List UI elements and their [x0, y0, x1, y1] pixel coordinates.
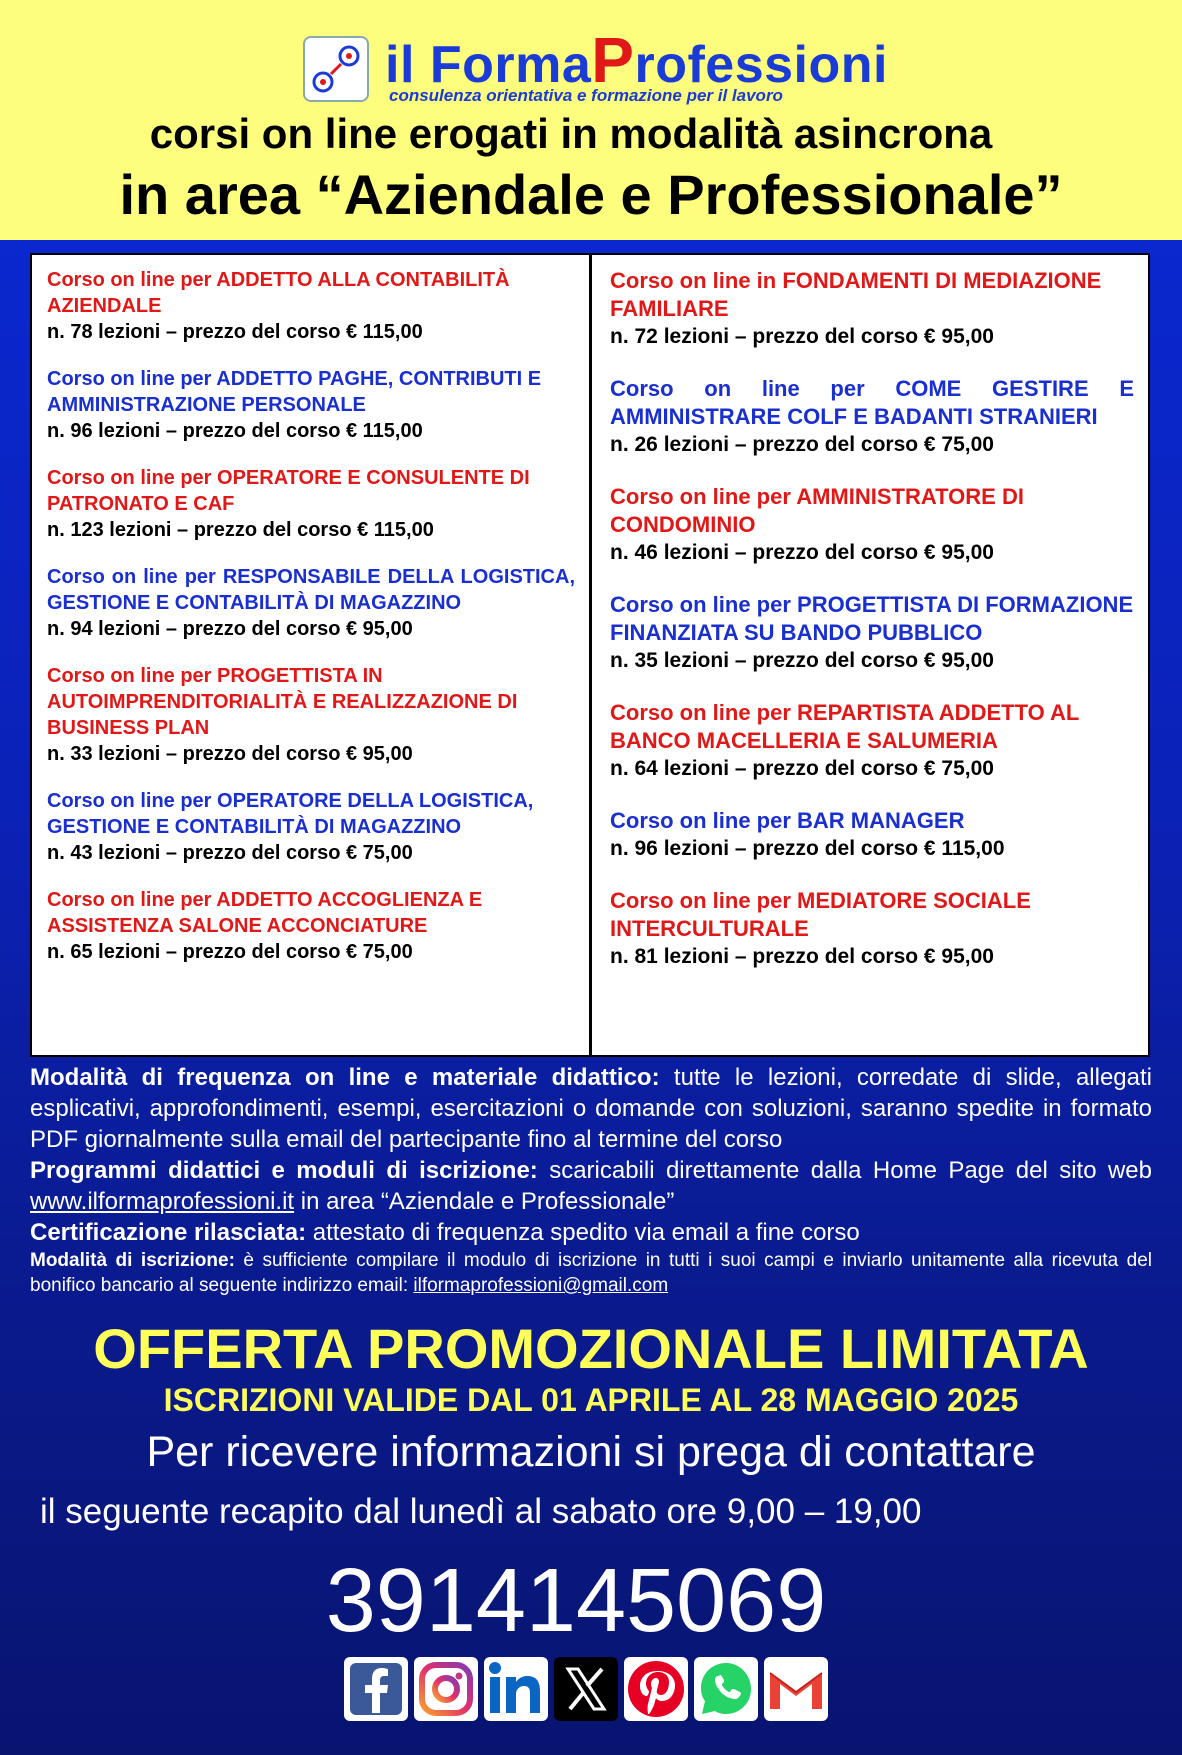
info-iscrizione: Modalità di iscrizione: è sufficiente compilare il modulo di iscrizione in tutti i suoi campi e inviarlo unitamente alla ricevuta del bonifico bancario al seguente indirizzo email: ilformaprofessioni@gmail.com	[30, 1250, 1152, 1296]
promo-dates: ISCRIZIONI VALIDE DAL 01 APRILE AL 28 MAGGIO 2025	[163, 1382, 1019, 1418]
course-item	[610, 375, 1134, 459]
course-meta: n. 43 lezioni – prezzo del corso € 75,00	[47, 842, 413, 864]
logo-tagline: consulenza orientativa e formazione per il lavoro	[389, 86, 783, 105]
course-item	[610, 887, 1134, 971]
course-item	[47, 465, 575, 543]
info-frequenza: Modalità di frequenza on line e materiale didattico: tutte le lezioni, corredate di slide, allegati esplicativi, approfondimenti, esempi, esercitazioni o domande con soluzioni, saranno spedite in formato PDF giornalmente sulla email del partecipante fino al termine del corso	[30, 1064, 1152, 1153]
course-item	[47, 887, 575, 965]
course-meta: n. 26 lezioni – prezzo del corso € 75,00	[610, 433, 994, 456]
linkedin-icon[interactable]	[484, 1657, 548, 1721]
course-meta: n. 96 lezioni – prezzo del corso € 115,00	[47, 420, 423, 442]
logo-mark-icon	[303, 36, 369, 102]
info-section	[30, 1062, 1152, 1298]
course-name: Corso on line per ADDETTO PAGHE, CONTRIBUTI E AMMINISTRAZIONE PERSONALE	[47, 368, 542, 416]
facebook-icon[interactable]	[344, 1657, 408, 1721]
course-meta: n. 64 lezioni – prezzo del corso € 75,00	[610, 757, 994, 780]
page-subtitle: in area “Aziendale e Professionale”	[119, 163, 1063, 226]
info-programmi: Programmi didattici e moduli di iscrizione: scaricabili direttamente dalla Home Page del sito web www.ilformaprofessioni.it in area “Aziendale e Professionale”	[30, 1157, 1152, 1215]
course-item	[47, 366, 575, 444]
phone-number[interactable]: 3914145069	[325, 1551, 827, 1651]
contact-line-2: il seguente recapito dal lunedì al sabato ore 9,00 – 19,00	[40, 1492, 922, 1531]
page-title: corsi on line erogati in modalità asincrona	[149, 110, 993, 157]
course-item	[47, 267, 575, 345]
logo	[303, 12, 888, 105]
course-meta: n. 72 lezioni – prezzo del corso € 95,00	[610, 325, 994, 348]
course-item	[47, 564, 575, 642]
email-link[interactable]: ilformaprofessioni@gmail.com	[413, 1275, 669, 1296]
course-name: Corso on line per COME GESTIRE E AMMINISTRARE COLF E BADANTI STRANIERI	[610, 376, 1134, 429]
course-meta: n. 78 lezioni – prezzo del corso € 115,00	[47, 321, 423, 343]
course-item	[610, 807, 1134, 863]
pinterest-icon[interactable]	[624, 1657, 688, 1721]
contact-line-1: Per ricevere informazioni si prega di contattare	[146, 1428, 1036, 1476]
info-certificazione: Certificazione rilasciata: attestato di frequenza spedito via email a fine corso	[30, 1219, 860, 1246]
course-meta: n. 94 lezioni – prezzo del corso € 95,00	[47, 618, 413, 640]
courses-table	[30, 253, 1150, 1057]
gmail-icon[interactable]	[764, 1657, 828, 1721]
course-name: Corso on line per ADDETTO ALLA CONTABILITÀ AZIENDALE	[47, 269, 510, 317]
course-name: Corso on line per PROGETTISTA IN AUTOIMPRENDITORIALITÀ E REALIZZAZIONE DI BUSINESS PLAN	[47, 665, 518, 739]
course-item	[610, 591, 1134, 675]
promo-title: OFFERTA PROMOZIONALE LIMITATA	[93, 1317, 1089, 1380]
header	[0, 0, 1182, 240]
course-meta: n. 123 lezioni – prezzo del corso € 115,00	[47, 519, 434, 541]
course-meta: n. 81 lezioni – prezzo del corso € 95,00	[610, 945, 994, 968]
course-name: Corso on line per PROGETTISTA DI FORMAZIONE FINANZIATA SU BANDO PUBBLICO	[610, 592, 1134, 645]
course-meta: n. 96 lezioni – prezzo del corso € 115,00	[610, 837, 1005, 860]
course-name: Corso on line per REPARTISTA ADDETTO AL BANCO MACELLERIA E SALUMERIA	[610, 700, 1079, 753]
course-name: Corso on line in FONDAMENTI DI MEDIAZIONE FAMILIARE	[610, 268, 1102, 321]
course-meta: n. 35 lezioni – prezzo del corso € 95,00	[610, 649, 994, 672]
course-meta: n. 46 lezioni – prezzo del corso € 95,00	[610, 541, 994, 564]
instagram-icon[interactable]	[414, 1657, 478, 1721]
course-name: Corso on line per AMMINISTRATORE DI CONDOMINIO	[610, 484, 1024, 537]
course-name: Corso on line per MEDIATORE SOCIALE INTERCULTURALE	[610, 888, 1031, 941]
course-name: Corso on line per OPERATORE DELLA LOGISTICA, GESTIONE E CONTABILITÀ DI MAGAZZINO	[47, 790, 534, 838]
course-item	[610, 267, 1134, 351]
course-name: Corso on line per RESPONSABILE DELLA LOGISTICA, GESTIONE E CONTABILITÀ DI MAGAZZINO	[47, 566, 575, 614]
course-name: Corso on line per ADDETTO ACCOGLIENZA E ASSISTENZA SALONE ACCONCIATURE	[47, 889, 483, 937]
logo-name: il FormaProfessioni	[385, 24, 888, 96]
course-meta: n. 65 lezioni – prezzo del corso € 75,00	[47, 941, 413, 963]
course-name: Corso on line per BAR MANAGER	[610, 808, 965, 833]
course-item	[47, 663, 575, 767]
courses-left-column	[32, 255, 592, 1055]
course-name: Corso on line per OPERATORE E CONSULENTE DI PATRONATO E CAF	[47, 467, 530, 515]
x-icon[interactable]	[554, 1657, 618, 1721]
social-icons	[344, 1657, 828, 1721]
course-item	[610, 483, 1134, 567]
courses-right-column	[594, 255, 1150, 1055]
whatsapp-icon[interactable]	[694, 1657, 758, 1721]
course-item	[47, 788, 575, 866]
course-item	[610, 699, 1134, 783]
website-link[interactable]: www.ilformaprofessioni.it	[30, 1188, 295, 1215]
course-meta: n. 33 lezioni – prezzo del corso € 95,00	[47, 743, 413, 765]
